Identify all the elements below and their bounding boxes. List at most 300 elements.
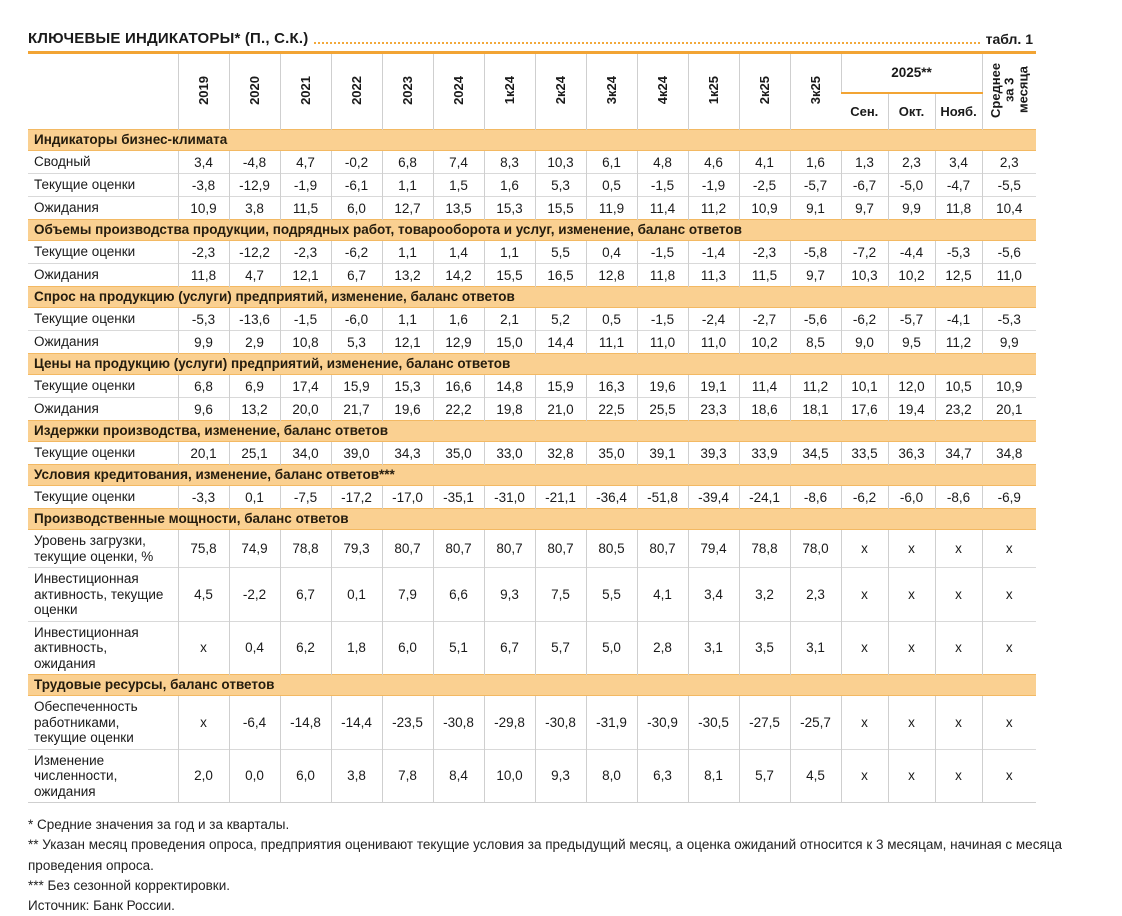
cell-value: 5,7 bbox=[739, 749, 790, 803]
cell-value: -12,9 bbox=[229, 174, 280, 197]
cell-value: 12,8 bbox=[586, 264, 637, 287]
cell-value: -23,5 bbox=[382, 696, 433, 750]
table-row bbox=[28, 174, 1036, 197]
section-header: Объемы производства продукции, подрядных работ, товарооборота и услуг, изменение, баланс ответов bbox=[28, 220, 1036, 241]
cell-value: 10,0 bbox=[484, 749, 535, 803]
row-label: Изменение численности, ожидания bbox=[28, 749, 178, 803]
cell-value: -35,1 bbox=[433, 486, 484, 509]
cell-value: 2,1 bbox=[484, 308, 535, 331]
cell-value: x bbox=[935, 621, 982, 675]
cell-value: 3,1 bbox=[688, 621, 739, 675]
cell-value: 5,1 bbox=[433, 621, 484, 675]
cell-value: x bbox=[178, 696, 229, 750]
cell-value: 18,1 bbox=[790, 398, 841, 421]
cell-value: 33,9 bbox=[739, 442, 790, 465]
cell-value: x bbox=[888, 530, 935, 568]
cell-value: -39,4 bbox=[688, 486, 739, 509]
cell-value: 4,5 bbox=[790, 749, 841, 803]
cell-value: 9,1 bbox=[790, 197, 841, 220]
cell-value: 11,5 bbox=[739, 264, 790, 287]
cell-value: 6,7 bbox=[280, 568, 331, 622]
cell-value: x bbox=[935, 530, 982, 568]
table-row bbox=[28, 398, 1036, 421]
cell-value: 12,1 bbox=[280, 264, 331, 287]
cell-value: -4,4 bbox=[888, 241, 935, 264]
cell-value: 11,5 bbox=[280, 197, 331, 220]
table-body bbox=[28, 130, 1036, 803]
cell-value: x bbox=[982, 621, 1036, 675]
cell-value: 78,8 bbox=[739, 530, 790, 568]
section-header: Спрос на продукцию (услуги) предприятий, изменение, баланс ответов bbox=[28, 287, 1036, 308]
cell-value: -2,5 bbox=[739, 174, 790, 197]
cell-value: -27,5 bbox=[739, 696, 790, 750]
cell-value: 19,6 bbox=[637, 375, 688, 398]
table-row bbox=[28, 375, 1036, 398]
cell-value: 33,5 bbox=[841, 442, 888, 465]
cell-value: 34,3 bbox=[382, 442, 433, 465]
cell-value: 23,3 bbox=[688, 398, 739, 421]
cell-value: 6,3 bbox=[637, 749, 688, 803]
row-label: Инвестиционная активность, текущие оценки bbox=[28, 568, 178, 622]
cell-value: -13,6 bbox=[229, 308, 280, 331]
cell-value: 0,5 bbox=[586, 308, 637, 331]
cell-value: 15,9 bbox=[535, 375, 586, 398]
cell-value: -14,4 bbox=[331, 696, 382, 750]
cell-value: 39,0 bbox=[331, 442, 382, 465]
cell-value: 9,6 bbox=[178, 398, 229, 421]
cell-value: 5,3 bbox=[331, 331, 382, 354]
cell-value: 5,7 bbox=[535, 621, 586, 675]
footnote-line: ** Указан месяц проведения опроса, предприятия оценивают текущие условия за предыдущий месяц, а оценка ожиданий относится к 3 месяцам, начиная с месяца проведения опроса. bbox=[28, 837, 1062, 873]
section-row bbox=[28, 354, 1036, 375]
cell-value: 3,4 bbox=[688, 568, 739, 622]
table-row bbox=[28, 151, 1036, 174]
cell-value: 6,0 bbox=[280, 749, 331, 803]
cell-value: 80,7 bbox=[433, 530, 484, 568]
cell-value: 10,4 bbox=[982, 197, 1036, 220]
cell-value: -30,9 bbox=[637, 696, 688, 750]
dotted-leader bbox=[314, 42, 979, 44]
section-header: Индикаторы бизнес-климата bbox=[28, 130, 1036, 151]
cell-value: 14,8 bbox=[484, 375, 535, 398]
cell-value: -5,3 bbox=[178, 308, 229, 331]
row-label: Текущие оценки bbox=[28, 486, 178, 509]
cell-value: 13,5 bbox=[433, 197, 484, 220]
cell-value: 5,2 bbox=[535, 308, 586, 331]
cell-value: 20,1 bbox=[982, 398, 1036, 421]
cell-value: 10,5 bbox=[935, 375, 982, 398]
cell-value: 10,8 bbox=[280, 331, 331, 354]
cell-value: 3,5 bbox=[739, 621, 790, 675]
cell-value: -14,8 bbox=[280, 696, 331, 750]
cell-value: 9,9 bbox=[178, 331, 229, 354]
cell-value: 13,2 bbox=[382, 264, 433, 287]
cell-value: 10,1 bbox=[841, 375, 888, 398]
cell-value: -36,4 bbox=[586, 486, 637, 509]
cell-value: -2,3 bbox=[280, 241, 331, 264]
cell-value: 7,5 bbox=[535, 568, 586, 622]
cell-value: 5,5 bbox=[535, 241, 586, 264]
cell-value: 0,1 bbox=[331, 568, 382, 622]
cell-value: -5,3 bbox=[982, 308, 1036, 331]
cell-value: 3,4 bbox=[178, 151, 229, 174]
cell-value: 1,1 bbox=[382, 241, 433, 264]
cell-value: 35,0 bbox=[433, 442, 484, 465]
cell-value: 34,0 bbox=[280, 442, 331, 465]
cell-value: 11,0 bbox=[982, 264, 1036, 287]
column-header-month: Сен. bbox=[841, 93, 888, 130]
cell-value: 7,4 bbox=[433, 151, 484, 174]
cell-value: 19,6 bbox=[382, 398, 433, 421]
cell-value: -1,5 bbox=[637, 174, 688, 197]
cell-value: 1,1 bbox=[382, 174, 433, 197]
cell-value: -4,7 bbox=[935, 174, 982, 197]
cell-value: x bbox=[982, 749, 1036, 803]
table-row bbox=[28, 696, 1036, 750]
cell-value: 6,0 bbox=[331, 197, 382, 220]
row-label: Текущие оценки bbox=[28, 174, 178, 197]
cell-value: 3,1 bbox=[790, 621, 841, 675]
cell-value: 4,6 bbox=[688, 151, 739, 174]
table-row bbox=[28, 264, 1036, 287]
cell-value: -30,5 bbox=[688, 696, 739, 750]
cell-value: 1,5 bbox=[433, 174, 484, 197]
section-header: Издержки производства, изменение, баланс ответов bbox=[28, 421, 1036, 442]
row-label: Уровень загрузки, текущие оценки, % bbox=[28, 530, 178, 568]
cell-value: 5,5 bbox=[586, 568, 637, 622]
cell-value: 4,7 bbox=[280, 151, 331, 174]
cell-value: x bbox=[935, 749, 982, 803]
cell-value: -29,8 bbox=[484, 696, 535, 750]
cell-value: 34,5 bbox=[790, 442, 841, 465]
cell-value: x bbox=[841, 696, 888, 750]
cell-value: 10,9 bbox=[739, 197, 790, 220]
cell-value: -0,2 bbox=[331, 151, 382, 174]
title-row bbox=[28, 30, 1033, 47]
cell-value: -5,7 bbox=[888, 308, 935, 331]
column-header-2к25: 2к25 bbox=[739, 53, 790, 130]
cell-value: -31,9 bbox=[586, 696, 637, 750]
row-label: Ожидания bbox=[28, 264, 178, 287]
cell-value: -5,6 bbox=[790, 308, 841, 331]
column-header-average: Среднее за 3 месяца bbox=[982, 53, 1036, 130]
cell-value: 8,1 bbox=[688, 749, 739, 803]
cell-value: 4,1 bbox=[637, 568, 688, 622]
cell-value: x bbox=[982, 530, 1036, 568]
table-row bbox=[28, 486, 1036, 509]
cell-value: 35,0 bbox=[586, 442, 637, 465]
table-header bbox=[28, 53, 1036, 130]
cell-value: 15,3 bbox=[382, 375, 433, 398]
column-header-2к24: 2к24 bbox=[535, 53, 586, 130]
cell-value: 8,3 bbox=[484, 151, 535, 174]
cell-value: 11,9 bbox=[586, 197, 637, 220]
cell-value: 11,2 bbox=[790, 375, 841, 398]
section-header: Производственные мощности, баланс ответов bbox=[28, 509, 1036, 530]
cell-value: 12,1 bbox=[382, 331, 433, 354]
row-label: Обеспеченность работниками, текущие оценки bbox=[28, 696, 178, 750]
row-label: Ожидания bbox=[28, 398, 178, 421]
cell-value: 16,6 bbox=[433, 375, 484, 398]
cell-value: 6,1 bbox=[586, 151, 637, 174]
cell-value: 0,1 bbox=[229, 486, 280, 509]
cell-value: -2,7 bbox=[739, 308, 790, 331]
cell-value: -51,8 bbox=[637, 486, 688, 509]
row-label: Сводный bbox=[28, 151, 178, 174]
cell-value: 80,7 bbox=[382, 530, 433, 568]
column-group-2025: 2025** bbox=[841, 53, 982, 93]
cell-value: 2,3 bbox=[888, 151, 935, 174]
cell-value: 6,9 bbox=[229, 375, 280, 398]
footnote-line: *** Без сезонной корректировки. bbox=[28, 877, 230, 893]
cell-value: -1,4 bbox=[688, 241, 739, 264]
cell-value: 3,4 bbox=[935, 151, 982, 174]
cell-value: 19,8 bbox=[484, 398, 535, 421]
cell-value: 4,8 bbox=[637, 151, 688, 174]
cell-value: 15,5 bbox=[535, 197, 586, 220]
cell-value: -1,5 bbox=[637, 241, 688, 264]
cell-value: 13,2 bbox=[229, 398, 280, 421]
cell-value: 11,8 bbox=[637, 264, 688, 287]
cell-value: 2,3 bbox=[982, 151, 1036, 174]
cell-value: 9,0 bbox=[841, 331, 888, 354]
cell-value: 34,7 bbox=[935, 442, 982, 465]
cell-value: 79,4 bbox=[688, 530, 739, 568]
footnote-line: * Средние значения за год и за кварталы. bbox=[28, 817, 290, 833]
table-number-label: табл. 1 bbox=[985, 31, 1033, 47]
cell-value: -6,1 bbox=[331, 174, 382, 197]
cell-value: 78,8 bbox=[280, 530, 331, 568]
cell-value: 16,3 bbox=[586, 375, 637, 398]
cell-value: x bbox=[982, 696, 1036, 750]
cell-value: 12,5 bbox=[935, 264, 982, 287]
cell-value: 12,0 bbox=[888, 375, 935, 398]
cell-value: 4,1 bbox=[739, 151, 790, 174]
cell-value: 34,8 bbox=[982, 442, 1036, 465]
cell-value: 6,7 bbox=[331, 264, 382, 287]
section-row bbox=[28, 421, 1036, 442]
column-header-3к25: 3к25 bbox=[790, 53, 841, 130]
cell-value: 11,2 bbox=[688, 197, 739, 220]
cell-value: 17,6 bbox=[841, 398, 888, 421]
cell-value: 6,0 bbox=[382, 621, 433, 675]
cell-value: 11,4 bbox=[637, 197, 688, 220]
cell-value: 6,8 bbox=[178, 375, 229, 398]
cell-value: 1,6 bbox=[790, 151, 841, 174]
cell-value: 18,6 bbox=[739, 398, 790, 421]
cell-value: 4,7 bbox=[229, 264, 280, 287]
cell-value: -1,5 bbox=[637, 308, 688, 331]
cell-value: 10,2 bbox=[739, 331, 790, 354]
cell-value: -6,2 bbox=[841, 308, 888, 331]
cell-value: 9,3 bbox=[484, 568, 535, 622]
cell-value: 19,1 bbox=[688, 375, 739, 398]
cell-value: 9,9 bbox=[982, 331, 1036, 354]
cell-value: 0,4 bbox=[586, 241, 637, 264]
cell-value: -2,3 bbox=[178, 241, 229, 264]
table-row bbox=[28, 568, 1036, 622]
cell-value: 7,8 bbox=[382, 749, 433, 803]
cell-value: 10,9 bbox=[982, 375, 1036, 398]
cell-value: 2,3 bbox=[790, 568, 841, 622]
cell-value: 3,8 bbox=[331, 749, 382, 803]
cell-value: 1,3 bbox=[841, 151, 888, 174]
table-row bbox=[28, 530, 1036, 568]
cell-value: 14,2 bbox=[433, 264, 484, 287]
cell-value: 75,8 bbox=[178, 530, 229, 568]
cell-value: 2,0 bbox=[178, 749, 229, 803]
cell-value: 10,3 bbox=[535, 151, 586, 174]
cell-value: -6,9 bbox=[982, 486, 1036, 509]
cell-value: 5,3 bbox=[535, 174, 586, 197]
section-header: Условия кредитования, изменение, баланс ответов*** bbox=[28, 465, 1036, 486]
section-row bbox=[28, 509, 1036, 530]
section-row bbox=[28, 130, 1036, 151]
page-title: КЛЮЧЕВЫЕ ИНДИКАТОРЫ* (П., С.К.) bbox=[28, 30, 309, 47]
cell-value: x bbox=[935, 568, 982, 622]
cell-value: 9,3 bbox=[535, 749, 586, 803]
cell-value: 15,9 bbox=[331, 375, 382, 398]
column-header-1к24: 1к24 bbox=[484, 53, 535, 130]
cell-value: 9,9 bbox=[888, 197, 935, 220]
cell-value: 80,5 bbox=[586, 530, 637, 568]
cell-value: x bbox=[888, 621, 935, 675]
cell-value: x bbox=[841, 621, 888, 675]
cell-value: -25,7 bbox=[790, 696, 841, 750]
column-header-4к24: 4к24 bbox=[637, 53, 688, 130]
cell-value: 11,8 bbox=[935, 197, 982, 220]
cell-value: 1,1 bbox=[484, 241, 535, 264]
cell-value: 10,9 bbox=[178, 197, 229, 220]
cell-value: -3,8 bbox=[178, 174, 229, 197]
table-row bbox=[28, 308, 1036, 331]
cell-value: 9,5 bbox=[888, 331, 935, 354]
cell-value: 22,2 bbox=[433, 398, 484, 421]
table-row bbox=[28, 331, 1036, 354]
cell-value: x bbox=[841, 749, 888, 803]
column-header-3к24: 3к24 bbox=[586, 53, 637, 130]
table-row bbox=[28, 621, 1036, 675]
cell-value: 15,3 bbox=[484, 197, 535, 220]
cell-value: x bbox=[888, 749, 935, 803]
column-header-2023: 2023 bbox=[382, 53, 433, 130]
cell-value: -4,8 bbox=[229, 151, 280, 174]
section-header: Цены на продукцию (услуги) предприятий, изменение, баланс ответов bbox=[28, 354, 1036, 375]
cell-value: 1,1 bbox=[382, 308, 433, 331]
cell-value: 8,5 bbox=[790, 331, 841, 354]
column-header-2020: 2020 bbox=[229, 53, 280, 130]
cell-value: 21,0 bbox=[535, 398, 586, 421]
cell-value: 15,0 bbox=[484, 331, 535, 354]
cell-value: 0,5 bbox=[586, 174, 637, 197]
cell-value: 12,7 bbox=[382, 197, 433, 220]
cell-value: 4,5 bbox=[178, 568, 229, 622]
cell-value: 15,5 bbox=[484, 264, 535, 287]
cell-value: x bbox=[982, 568, 1036, 622]
cell-value: -1,9 bbox=[688, 174, 739, 197]
column-header-month: Нояб. bbox=[935, 93, 982, 130]
cell-value: 9,7 bbox=[790, 264, 841, 287]
cell-value: 3,8 bbox=[229, 197, 280, 220]
cell-value: 2,8 bbox=[637, 621, 688, 675]
cell-value: -8,6 bbox=[935, 486, 982, 509]
cell-value: 1,8 bbox=[331, 621, 382, 675]
cell-value: 79,3 bbox=[331, 530, 382, 568]
cell-value: 10,2 bbox=[888, 264, 935, 287]
cell-value: 10,3 bbox=[841, 264, 888, 287]
cell-value: 3,2 bbox=[739, 568, 790, 622]
cell-value: 80,7 bbox=[535, 530, 586, 568]
cell-value: 74,9 bbox=[229, 530, 280, 568]
section-row bbox=[28, 675, 1036, 696]
cell-value: 11,0 bbox=[637, 331, 688, 354]
cell-value: -6,7 bbox=[841, 174, 888, 197]
row-label: Текущие оценки bbox=[28, 241, 178, 264]
cell-value: 6,7 bbox=[484, 621, 535, 675]
cell-value: -5,3 bbox=[935, 241, 982, 264]
cell-value: -6,2 bbox=[331, 241, 382, 264]
cell-value: 5,0 bbox=[586, 621, 637, 675]
cell-value: 16,5 bbox=[535, 264, 586, 287]
row-label: Текущие оценки bbox=[28, 442, 178, 465]
cell-value: 1,4 bbox=[433, 241, 484, 264]
cell-value: 25,1 bbox=[229, 442, 280, 465]
cell-value: -1,5 bbox=[280, 308, 331, 331]
table-row bbox=[28, 749, 1036, 803]
cell-value: -30,8 bbox=[535, 696, 586, 750]
row-label: Инвестиционная активность, ожидания bbox=[28, 621, 178, 675]
cell-value: -3,3 bbox=[178, 486, 229, 509]
table-row bbox=[28, 241, 1036, 264]
cell-value: 0,0 bbox=[229, 749, 280, 803]
cell-value: -6,4 bbox=[229, 696, 280, 750]
column-header-2019: 2019 bbox=[178, 53, 229, 130]
cell-value: 80,7 bbox=[484, 530, 535, 568]
cell-value: -12,2 bbox=[229, 241, 280, 264]
cell-value: 6,2 bbox=[280, 621, 331, 675]
cell-value: 11,0 bbox=[688, 331, 739, 354]
cell-value: -5,6 bbox=[982, 241, 1036, 264]
cell-value: 7,9 bbox=[382, 568, 433, 622]
column-header-2024: 2024 bbox=[433, 53, 484, 130]
cell-value: x bbox=[841, 568, 888, 622]
cell-value: 2,9 bbox=[229, 331, 280, 354]
cell-value: 14,4 bbox=[535, 331, 586, 354]
cell-value: x bbox=[888, 568, 935, 622]
cell-value: -31,0 bbox=[484, 486, 535, 509]
row-label: Ожидания bbox=[28, 197, 178, 220]
cell-value: 9,7 bbox=[841, 197, 888, 220]
cell-value: 0,4 bbox=[229, 621, 280, 675]
cell-value: -7,5 bbox=[280, 486, 331, 509]
cell-value: 19,4 bbox=[888, 398, 935, 421]
cell-value: 11,4 bbox=[739, 375, 790, 398]
cell-value: -17,0 bbox=[382, 486, 433, 509]
column-header-2022: 2022 bbox=[331, 53, 382, 130]
cell-value: 1,6 bbox=[484, 174, 535, 197]
table-row bbox=[28, 442, 1036, 465]
cell-value: -24,1 bbox=[739, 486, 790, 509]
cell-value: -30,8 bbox=[433, 696, 484, 750]
cell-value: 6,8 bbox=[382, 151, 433, 174]
cell-value: -2,2 bbox=[229, 568, 280, 622]
cell-value: -6,2 bbox=[841, 486, 888, 509]
column-header-2021: 2021 bbox=[280, 53, 331, 130]
cell-value: 32,8 bbox=[535, 442, 586, 465]
cell-value: -21,1 bbox=[535, 486, 586, 509]
table-row bbox=[28, 197, 1036, 220]
cell-value: -5,7 bbox=[790, 174, 841, 197]
